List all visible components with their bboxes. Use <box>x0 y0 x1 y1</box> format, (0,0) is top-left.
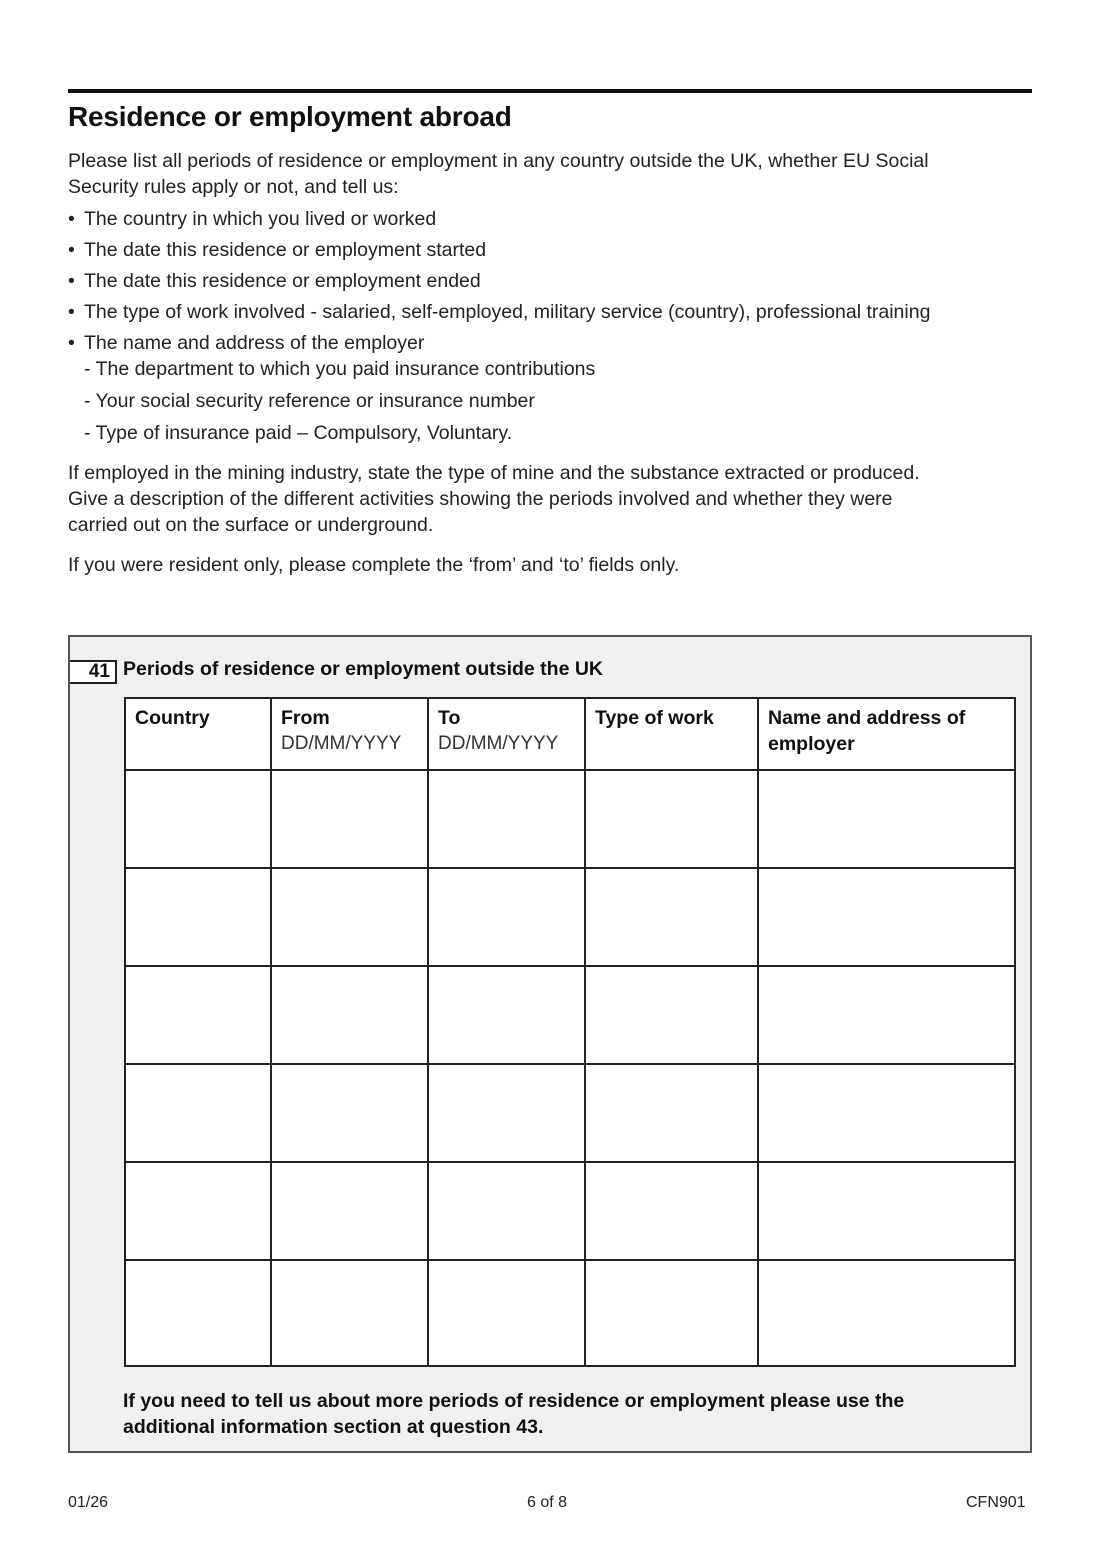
table-cell <box>428 1064 585 1162</box>
table-cell <box>585 868 758 966</box>
table-cell <box>585 966 758 1064</box>
employer-name-address-input[interactable] <box>759 967 1014 1063</box>
bullet-list <box>68 206 948 446</box>
table-cell <box>125 770 271 868</box>
table-cell <box>271 1260 428 1366</box>
resident-note: If you were resident only, please complete the ‘from’ and ‘to’ fields only. <box>68 554 680 576</box>
table-row <box>125 1162 1015 1260</box>
employer-name-address-input[interactable] <box>759 869 1014 965</box>
table-cell <box>125 1162 271 1260</box>
bullet-end-date: • The date this residence or employment ended <box>68 268 948 294</box>
table-cell <box>585 1162 758 1260</box>
from-date-input[interactable] <box>272 1163 427 1259</box>
bullet-start-date: • The date this residence or employment started <box>68 237 948 263</box>
to-date-input[interactable] <box>429 1163 584 1259</box>
country-input[interactable] <box>126 771 270 867</box>
footer-date: 01/26 <box>68 1494 109 1511</box>
employer-name-address-input[interactable] <box>759 1065 1014 1161</box>
col-header-employer <box>758 698 1015 770</box>
employer-name-address-input[interactable] <box>759 1163 1014 1259</box>
col-label: To <box>438 707 461 729</box>
table-cell <box>271 1064 428 1162</box>
col-header-from <box>271 698 428 770</box>
to-date-input[interactable] <box>429 869 584 965</box>
to-date-input[interactable] <box>429 1261 584 1365</box>
table-body <box>125 770 1015 1366</box>
type-of-work-input[interactable] <box>586 1065 757 1161</box>
from-date-input[interactable] <box>272 1065 427 1161</box>
col-label: Type of work <box>595 707 714 729</box>
type-of-work-input[interactable] <box>586 967 757 1063</box>
table-cell <box>271 770 428 868</box>
table-cell <box>125 868 271 966</box>
table-cell <box>125 1064 271 1162</box>
question-number: 41 <box>70 660 117 684</box>
from-date-input[interactable] <box>272 967 427 1063</box>
to-date-input[interactable] <box>429 1065 584 1161</box>
table-cell <box>428 966 585 1064</box>
bullet-country: • The country in which you lived or worked <box>68 206 948 232</box>
country-input[interactable] <box>126 967 270 1063</box>
section-title: Residence or employment abroad <box>68 101 512 132</box>
type-of-work-input[interactable] <box>586 771 757 867</box>
table-cell <box>428 868 585 966</box>
employer-name-address-input[interactable] <box>759 1261 1014 1365</box>
sub-item-department: - The department to which you paid insurance contributions <box>84 358 596 380</box>
more-periods-note: If you need to tell us about more periods of residence or employment please use the additional information section at question 43. <box>123 1390 905 1438</box>
question-41-panel <box>68 635 1032 1453</box>
country-input[interactable] <box>126 1065 270 1161</box>
country-input[interactable] <box>126 1163 270 1259</box>
table-cell <box>758 1162 1015 1260</box>
footer-page-number: 6 of 8 <box>527 1494 568 1511</box>
table-cell <box>428 1162 585 1260</box>
table-cell <box>585 770 758 868</box>
table-cell <box>428 1260 585 1366</box>
country-input[interactable] <box>126 1261 270 1365</box>
col-header-to <box>428 698 585 770</box>
sub-item-reference: - Your social security reference or insurance number <box>84 390 535 412</box>
table-cell <box>758 1260 1015 1366</box>
table-cell <box>758 770 1015 868</box>
type-of-work-input[interactable] <box>586 1163 757 1259</box>
country-input[interactable] <box>126 869 270 965</box>
type-of-work-input[interactable] <box>586 869 757 965</box>
from-date-input[interactable] <box>272 1261 427 1365</box>
to-date-input[interactable] <box>429 967 584 1063</box>
table-row <box>125 868 1015 966</box>
table-cell <box>271 966 428 1064</box>
from-date-input[interactable] <box>272 869 427 965</box>
table-cell <box>758 966 1015 1064</box>
table-row <box>125 1260 1015 1366</box>
col-label: From <box>281 707 330 729</box>
table-cell <box>758 1064 1015 1162</box>
employer-name-address-input[interactable] <box>759 771 1014 867</box>
to-date-input[interactable] <box>429 771 584 867</box>
col-label: Country <box>135 707 210 729</box>
mining-note: If employed in the mining industry, state the type of mine and the substance extracted or produced. Give a description of the different activities showing the periods involved and whether they were carried out on the surface or underground. <box>68 462 920 536</box>
type-of-work-input[interactable] <box>586 1261 757 1365</box>
bullet-employer <box>68 330 948 446</box>
table-header-row <box>125 698 1015 770</box>
table-cell <box>585 1064 758 1162</box>
top-rule <box>68 89 1032 93</box>
bullet-employer-text: The name and address of the employer <box>84 332 425 354</box>
table-cell <box>758 868 1015 966</box>
periods-table <box>124 697 1016 1367</box>
table-cell <box>125 966 271 1064</box>
sub-item-insurance-type: - Type of insurance paid – Compulsory, Voluntary. <box>84 422 513 444</box>
date-format-hint: DD/MM/YYYY <box>281 733 402 754</box>
sub-list <box>84 356 948 446</box>
col-header-type-of-work <box>585 698 758 770</box>
table-row <box>125 966 1015 1064</box>
from-date-input[interactable] <box>272 771 427 867</box>
intro-text: Please list all periods of residence or employment in any country outside the UK, whether EU Social Security rules apply or not, and tell us: <box>68 150 929 198</box>
footer-form-code: CFN901 <box>966 1494 1026 1511</box>
col-header-country <box>125 698 271 770</box>
col-label: Name and address of employer <box>768 707 966 755</box>
table-row <box>125 1064 1015 1162</box>
table-cell <box>271 868 428 966</box>
bullet-type-of-work: • The type of work involved - salaried, self-employed, military service (country), professional training <box>68 299 948 325</box>
section-intro <box>68 148 948 578</box>
table-row <box>125 770 1015 868</box>
date-format-hint: DD/MM/YYYY <box>438 733 559 754</box>
question-title: Periods of residence or employment outside the UK <box>123 658 604 680</box>
table-cell <box>125 1260 271 1366</box>
table-cell <box>585 1260 758 1366</box>
table-cell <box>428 770 585 868</box>
table-cell <box>271 1162 428 1260</box>
